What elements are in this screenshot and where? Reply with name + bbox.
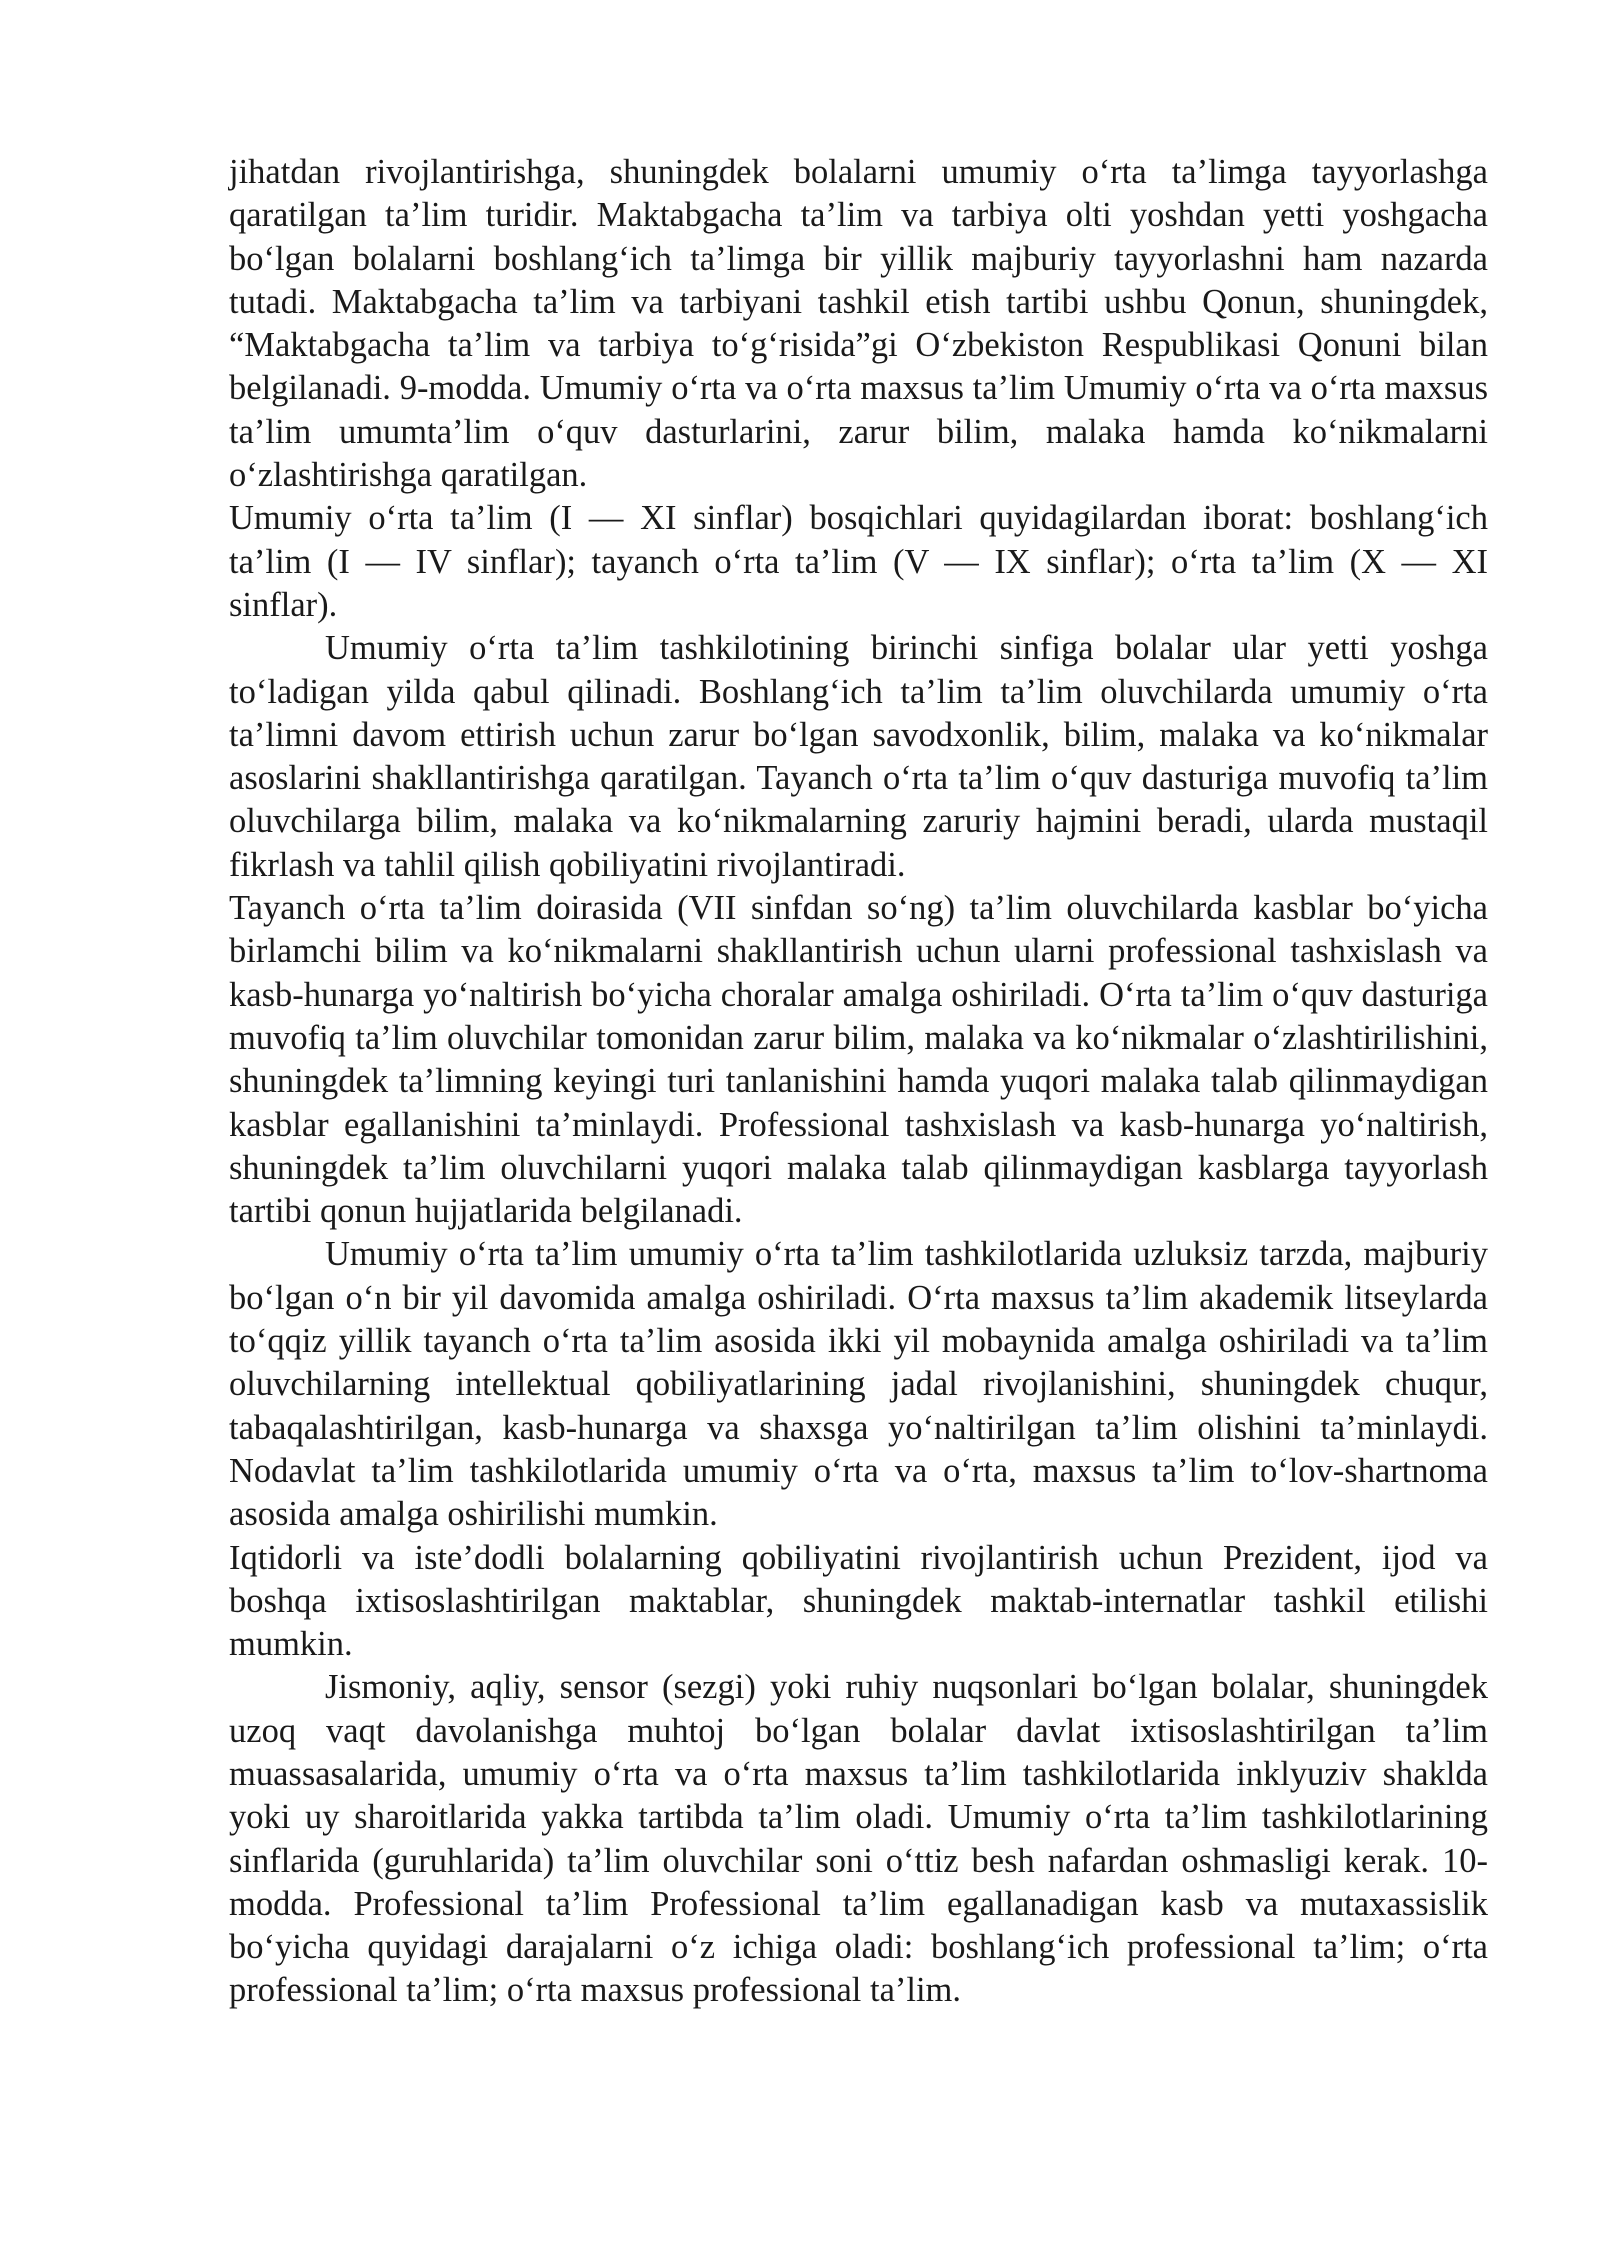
paragraph-first-grade-admission: Umumiy o‘rta ta’lim tashkilotining birinchi sinfiga bolalar ular yetti yoshga to‘ladigan yilda qabul qilinadi. Boshlang‘ich ta’lim ta’lim oluvchilarda umumiy o‘rta ta’limni davom ettirish uchun zarur bo‘lgan savodxonlik, bilim, malaka va ko‘nikmalar asoslarini shakllantirishga qaratilgan. Tayanch o‘rta ta’lim o‘quv dasturiga muvofiq ta’lim oluvchilarga bilim, malaka va ko‘nikmalarning zaruriy hajmini beradi, ularda mustaqil fikrlash va tahlil qilish qobiliyatini rivojlantiradi. <box>229 629 1488 884</box>
paragraph-preschool-general-secondary: jihatdan rivojlantirishga, shuningdek bolalarni umumiy o‘rta ta’limga tayyorlashga qaratilgan ta’lim turidir. Maktabgacha ta’lim va tarbiya olti yoshdan yetti yoshgacha bo‘lgan bolalarni boshlang‘ich ta’limga bir yillik majburiy tayyorlashni ham nazarda tutadi. Maktabgacha ta’lim va tarbiyani tashkil etish tartibi ushbu Qonun, shuningdek, “Maktabgacha ta’lim va tarbiya to‘g‘risida”gi O‘zbekiston Respublikasi Qonuni bilan belgilanadi. 9-modda. Umumiy o‘rta va o‘rta maxsus ta’lim Umumiy o‘rta va o‘rta maxsus ta’lim umumta’lim o‘quv dasturlarini, zarur bilim, malaka hamda ko‘nikmalarni o‘zlashtirishga qaratilgan. <box>229 153 1488 495</box>
paragraph-general-secondary-stages: Umumiy o‘rta ta’lim (I — XI sinflar) bosqichlari quyidagilardan iborat: boshlang‘ich ta’lim (I — IV sinflar); tayanch o‘rta ta’lim (V — IX sinflar); o‘rta ta’lim (X — XI sinflar). <box>229 499 1488 624</box>
paragraph-special-needs-professional: Jismoniy, aqliy, sensor (sezgi) yoki ruhiy nuqsonlari bo‘lgan bolalar, shuningdek uzoq vaqt davolanishga muhtoj bo‘lgan bolalar davlat ixtisoslashtirilgan ta’lim muassasalarida, umumiy o‘rta va o‘rta maxsus ta’lim tashkilotlarida inklyuziv shaklda yoki uy sharoitlarida yakka tartibda ta’lim oladi. Umumiy o‘rta ta’lim tashkilotlarining sinflarida (guruhlarida) ta’lim oluvchilar soni o‘ttiz besh nafardan oshmasligi kerak. 10-modda. Professional ta’lim Professional ta’lim egallanadigan kasb va mutaxassislik bo‘yicha quyidagi darajalarni o‘z ichiga oladi: boshlang‘ich professional ta’lim; o‘rta professional ta’lim; o‘rta maxsus professional ta’lim. <box>229 1668 1488 2010</box>
document-page <box>229 151 1488 2013</box>
paragraph-gifted-children: Iqtidorli va iste’dodli bolalarning qobiliyatini rivojlantirish uchun Prezident, ijod va boshqa ixtisoslashtirilgan maktablar, shuningdek maktab-internatlar tashkil etilishi mumkin. <box>229 1538 1488 1664</box>
paragraph-career-guidance: Tayanch o‘rta ta’lim doirasida (VII sinfdan so‘ng) ta’lim oluvchilarda kasblar bo‘yicha birlamchi bilim va ko‘nikmalarni shakllantirish uchun ularni professional tashxislash va kasb-hunarga yo‘naltirish bo‘yicha choralar amalga oshiriladi. O‘rta ta’lim o‘quv dasturiga muvofiq ta’lim oluvchilar tomonidan zarur bilim, malaka va ko‘nikmalar o‘zlashtirilishini, shuningdek ta’limning keyingi turi tanlanishini hamda yuqori malaka talab qilinmaydigan kasblar egallanishini ta’minlaydi. Professional tashxislash va kasb-hunarga yo‘naltirish, shuningdek ta’lim oluvchilarni yuqori malaka talab qilinmaydigan kasblarga tayyorlash tartibi qonun hujjatlarida belgilanadi. <box>229 889 1488 1231</box>
paragraph-continuous-education: Umumiy o‘rta ta’lim umumiy o‘rta ta’lim tashkilotlarida uzluksiz tarzda, majburiy bo‘lgan o‘n bir yil davomida amalga oshiriladi. O‘rta maxsus ta’lim akademik litseylarda to‘qqiz yillik tayanch o‘rta ta’lim asosida ikki yil mobaynida amalga oshiriladi va ta’lim oluvchilarning intellektual qobiliyatlarining jadal rivojlanishini, shuningdek chuqur, tabaqalashtirilgan, kasb-hunarga va shaxsga yo‘naltirilgan ta’lim olishini ta’minlaydi. Nodavlat ta’lim tashkilotlarida umumiy o‘rta va o‘rta, maxsus ta’lim to‘lov-shartnoma asosida amalga oshirilishi mumkin. <box>229 1235 1488 1534</box>
